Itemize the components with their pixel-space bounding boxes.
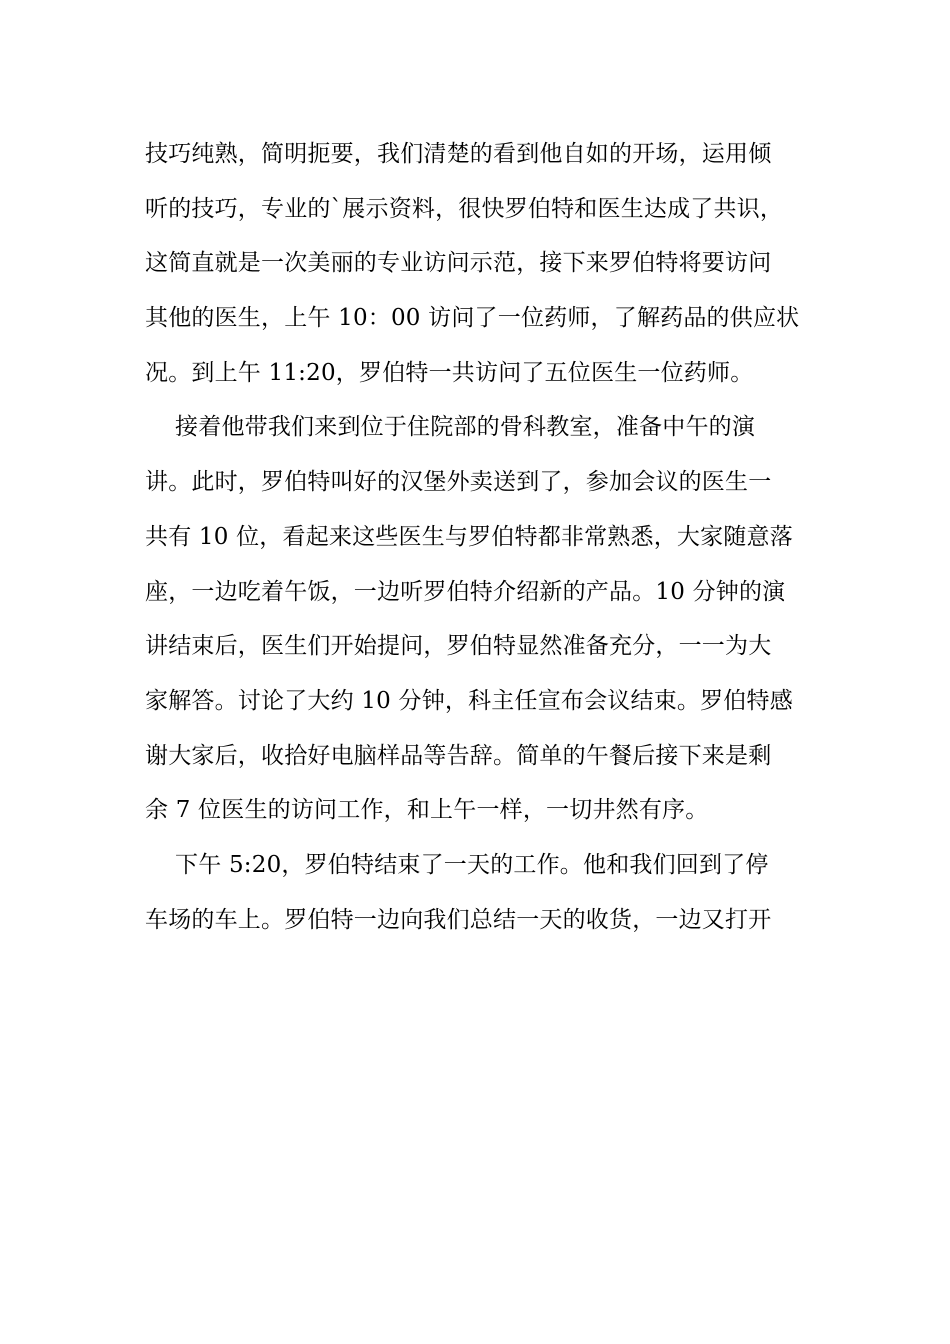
text-line: 况。到上午 11:20，罗伯特一共访问了五位医生一位药师。 <box>145 359 754 386</box>
text-line: 座，一边吃着午饭，一边听罗伯特介绍新的产品。10 分钟的演 <box>145 578 786 605</box>
text-line: 技巧纯熟，简明扼要，我们清楚的看到他自如的开场，运用倾 <box>145 141 772 167</box>
text-line: 余 7 位医生的访问工作，和上午一样，一切井然有序。 <box>145 797 709 824</box>
text-line: 接着他带我们来到位于住院部的骨科教室，准备中午的演 <box>145 414 756 441</box>
text-line: 谢大家后，收拾好电脑样品等告辞。简单的午餐后接下来是剩 <box>145 742 772 769</box>
text-line: 讲。此时，罗伯特叫好的汉堡外卖送到了，参加会议的医生一 <box>145 469 772 496</box>
text-line: 车场的车上。罗伯特一边向我们总结一天的收货，一边又打开 <box>145 906 772 933</box>
text-line: 下午 5:20，罗伯特结束了一天的工作。他和我们回到了停 <box>145 851 769 878</box>
body-text <box>145 127 825 947</box>
text-line: 这简直就是一次美丽的专业访问示范，接下来罗伯特将要访问 <box>145 250 772 277</box>
text-line: 讲结束后，医生们开始提问，罗伯特显然准备充分，一一为大 <box>145 633 772 660</box>
text-line: 其他的医生，上午 10：00 访问了一位药师，了解药品的供应状 <box>145 305 800 332</box>
text-line: 共有 10 位，看起来这些医生与罗伯特都非常熟悉，大家随意落 <box>145 523 793 550</box>
text-line: 听的技巧，专业的`展示资料，很快罗伯特和医生达成了共识， <box>145 195 784 222</box>
text-line: 家解答。讨论了大约 10 分钟，科主任宣布会议结束。罗伯特感 <box>145 687 793 714</box>
